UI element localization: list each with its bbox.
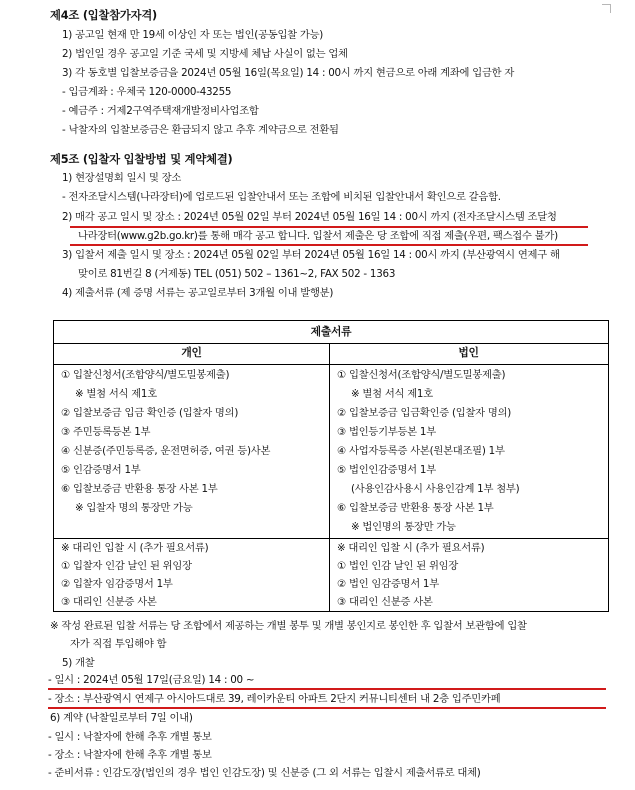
article4-item-3: 3) 각 동호별 입찰보증금을 2024년 05월 16일(목요일) 14 : 00시 까지 현금으로 아래 계좌에 입금한 자 (62, 67, 515, 79)
corporate-doc-5-note: (사용인감사용시 사용인감계 1부 첨부) (351, 483, 520, 495)
table-col-individual: 개인 (181, 346, 202, 359)
individual-doc-5: ⑤ 인감증명서 1부 (61, 464, 141, 476)
article4-item-2: 2) 법인일 경우 공고일 기준 국세 및 지방세 체납 사실이 없는 업체 (62, 48, 348, 60)
submission-note-line1: ※ 작성 완료된 입찰 서류는 당 조합에서 제공하는 개별 봉투 및 개별 봉인지로 봉인한 후 입찰서 보관함에 입찰 (50, 620, 527, 632)
corporate-doc-5: ⑤ 법인인감증명서 1부 (337, 464, 436, 476)
individual-proxy-2: ② 입찰자 임감증명서 1부 (61, 578, 173, 590)
article4-account-holder: - 예금주 : 거제2구역주택재개발정비사업조합 (62, 105, 259, 117)
submission-note-line2: 자가 직접 투입해야 함 (70, 638, 167, 650)
article5-item-1: 1) 현장설명회 일시 및 장소 (62, 172, 182, 184)
corporate-doc-1: ① 입찰신청서(조합양식/별도밀봉제출) (337, 369, 506, 381)
red-underline (48, 688, 606, 690)
article5-item-5: 5) 개찰 (62, 657, 95, 669)
article5-item-3-line1: 3) 입찰서 제출 일시 및 장소 : 2024년 05월 02일 부터 2024년 05월 16일 14 : 00시 까지 (부산광역시 연제구 해 (62, 249, 560, 261)
corporate-doc-1-note: ※ 별첨 서식 제1호 (351, 388, 433, 400)
corporate-doc-4: ④ 사업자등록증 사본(원본대조필) 1부 (337, 445, 505, 457)
page-corner-mark (602, 4, 611, 13)
article4-item-1: 1) 공고일 현재 만 19세 이상인 자 또는 법인(공동입찰 가능) (62, 29, 324, 41)
corporate-proxy-title: ※ 대리인 입찰 시 (추가 필요서류) (337, 542, 485, 554)
table-divider (54, 538, 608, 539)
article4-deposit-note: - 낙찰자의 입찰보증금은 환급되지 않고 추후 계약금으로 전환됨 (62, 124, 339, 136)
article5-item-2-line2: 나라장터(www.g2b.go.kr)를 통해 매각 공고 합니다. 입찰서 제출은 당 조합에 직접 제출(우편, 팩스접수 불가) (78, 230, 558, 242)
corporate-doc-6: ⑥ 입찰보증금 반환용 통장 사본 1부 (337, 502, 494, 514)
article4-deposit-account: - 입금계좌 : 우체국 120-0000-43255 (62, 86, 232, 98)
article4-heading: 제4조 (입찰참가자격) (50, 9, 158, 22)
article5-item-6: 6) 계약 (낙찰일로부터 7일 이내) (50, 712, 193, 724)
red-underline (48, 707, 606, 709)
contract-place: - 장소 : 낙찰자에 한해 추후 개별 통보 (48, 749, 212, 761)
individual-doc-6-note: ※ 입찰자 명의 통장만 가능 (75, 502, 193, 514)
table-column-divider (329, 343, 330, 611)
contract-date: - 일시 : 낙찰자에 한해 추후 개별 통보 (48, 731, 212, 743)
article5-heading: 제5조 (입찰자 입찰방법 및 계약체결) (50, 153, 233, 166)
individual-proxy-3: ③ 대리인 신분증 사본 (61, 596, 157, 608)
corporate-doc-2: ② 입찰보증금 입금확인증 (입찰자 명의) (337, 407, 512, 419)
corporate-proxy-3: ③ 대리인 신분증 사본 (337, 596, 433, 608)
table-divider (54, 343, 608, 344)
corporate-doc-3: ③ 법인등기부등본 1부 (337, 426, 436, 438)
article5-item-3-line2: 맞이로 81번길 8 (거제동) TEL (051) 502 – 1361~2, FAX 502 - 1363 (78, 268, 396, 280)
opening-date: - 일시 : 2024년 05월 17일(금요일) 14 : 00 ~ (48, 674, 255, 686)
individual-proxy-1: ① 입찰자 인감 날인 된 위임장 (61, 560, 192, 572)
article5-item-1-sub: - 전자조달시스템(나라장터)에 업로드된 입찰안내서 또는 조합에 비치된 입찰안내서 확인으로 갈음함. (62, 191, 501, 203)
table-title: 제출서류 (310, 325, 352, 338)
table-divider (54, 364, 608, 365)
corporate-proxy-1: ① 법인 인감 날인 된 위임장 (337, 560, 459, 572)
individual-doc-4: ④ 신분증(주민등록증, 운전면허증, 여권 등)사본 (61, 445, 271, 457)
contract-documents: - 준비서류 : 인감도장(법인의 경우 법인 인감도장) 및 신분증 (그 외 서류는 입찰시 제출서류로 대체) (48, 767, 481, 779)
individual-doc-1: ① 입찰신청서(조합양식/별도밀봉제출) (61, 369, 230, 381)
documents-table (53, 320, 609, 612)
table-col-corporate: 법인 (458, 346, 479, 359)
individual-doc-1-note: ※ 별첨 서식 제1호 (75, 388, 157, 400)
red-underline (70, 244, 588, 246)
corporate-doc-6-note: ※ 법인명의 통장만 가능 (351, 521, 456, 533)
individual-doc-6: ⑥ 입찰보증금 반환용 통장 사본 1부 (61, 483, 218, 495)
individual-doc-2: ② 입찰보증금 입금 확인증 (입찰자 명의) (61, 407, 239, 419)
article5-item-2-line1: 2) 매각 공고 일시 및 장소 : 2024년 05월 02일 부터 2024년 05월 16일 14 : 00시 까지 (전자조달시스템 조달청 (62, 211, 557, 223)
individual-doc-3: ③ 주민등록등본 1부 (61, 426, 151, 438)
individual-proxy-title: ※ 대리인 입찰 시 (추가 필요서류) (61, 542, 209, 554)
corporate-proxy-2: ② 법인 임감증명서 1부 (337, 578, 439, 590)
opening-place: - 장소 : 부산광역시 연제구 아시아드대로 39, 레이카운티 아파트 2단지 커뮤니티센터 내 2층 입주민카페 (48, 693, 501, 705)
article5-item-4: 4) 제출서류 (제 증명 서류는 공고일로부터 3개월 이내 발행분) (62, 287, 334, 299)
